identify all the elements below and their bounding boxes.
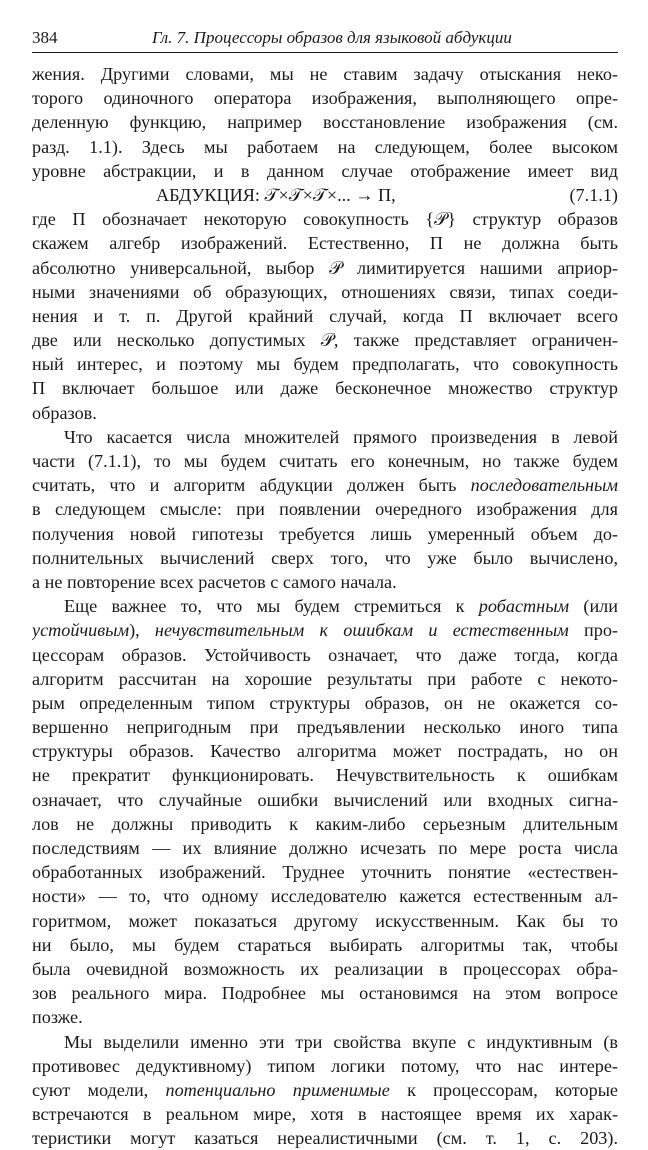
text-run: получения новой гипотезы требуется лишь умеренный объем до- [32, 523, 618, 544]
text-run: (или [569, 596, 618, 617]
text-line [32, 812, 618, 836]
text-line [32, 1102, 618, 1126]
text-run: в следующем смысле: при появлении очередного изображения для [32, 499, 618, 520]
emphasized-term: устойчивым [32, 620, 130, 641]
text-line [32, 425, 618, 449]
text-line [32, 667, 618, 691]
text-run: полнительных вычислений сверх того, что уже было вычислено, [32, 547, 618, 568]
text-run: рым определенным типом структуры образов, он не окажется со- [32, 692, 618, 713]
text-run: структуры образов. Качество алгоритма может пострадать, но он [32, 741, 618, 762]
text-run: а не повторение всех расчетов с самого начала. [32, 571, 397, 592]
text-run: Что касается числа множителей прямого произведения в левой [64, 426, 618, 447]
text-line [32, 715, 618, 739]
text-line [32, 401, 618, 425]
text-line [32, 836, 618, 860]
text-run: про- [568, 620, 618, 641]
text-line [32, 1126, 618, 1150]
text-run: две или несколько допустимых 𝒫, также представляет ограничен- [32, 330, 618, 351]
text-run: уровне абстракции, и в данном случае отображение имеет вид [32, 160, 618, 181]
emphasized-term: последовательным [470, 475, 618, 496]
text-run: ности» — то, что одному исследователю кажется естественным ал- [32, 886, 618, 907]
text-line [32, 304, 618, 328]
text-run: позже. [32, 1007, 83, 1028]
text-line [32, 957, 618, 981]
emphasized-term: нечувствительным к ошибкам и естественным [154, 620, 569, 641]
text-run: ный интерес, и поэтому мы будем предполагать, что совокупность [32, 354, 618, 375]
text-line [32, 135, 618, 159]
text-run: встречаются в реальном мире, хотя в настоящее время их харак- [32, 1104, 618, 1125]
text-line [32, 352, 618, 376]
text-line [32, 328, 618, 352]
text-run: обработанных изображений. Труднее уточнить понятие «естествен- [32, 862, 618, 883]
text-run: деленную функцию, например восстановление изображения (см. [32, 112, 618, 133]
text-line [32, 618, 618, 642]
text-run: считать, что и алгоритм абдукции должен быть [32, 475, 471, 496]
text-run: где П обозначает некоторую совокупность {𝒫} структур образов [32, 209, 618, 230]
text-line [32, 1005, 618, 1029]
text-line [32, 981, 618, 1005]
text-run: торого одиночного оператора изображения, выполняющего опре- [32, 88, 618, 109]
text-line [32, 376, 618, 400]
emphasized-term: потенциально применимые [165, 1079, 390, 1100]
text-run: теристики могут казаться нереалистичными (см. т. 1, с. 203). [32, 1128, 618, 1149]
text-run: абсолютно универсальной, выбор 𝒫 лимитируется нашими априор- [32, 257, 618, 278]
text-line [32, 546, 618, 570]
text-run: Еще важнее то, что мы будем стремиться к [64, 596, 479, 617]
text-line [32, 884, 618, 908]
text-line [32, 231, 618, 255]
text-line [32, 1054, 618, 1078]
text-run: противовес дедуктивному) типом логики потому, что нас интере- [32, 1055, 618, 1076]
equation-line [32, 183, 618, 207]
text-run: алгоритм рассчитан на хорошие результаты при работе с некото- [32, 668, 618, 689]
text-line [32, 522, 618, 546]
text-run: разд. 1.1). Здесь мы работаем на следующем, более высоком [32, 136, 618, 157]
text-line [32, 763, 618, 787]
text-line [32, 643, 618, 667]
text-line [32, 159, 618, 183]
text-run: нения и т. п. Другой крайний случай, когда П включает всего [32, 305, 618, 326]
text-run: ни было, мы будем стараться выбирать алгоритмы так, чтобы [32, 934, 618, 955]
text-run: П включает большое или даже бесконечное множество структур [32, 378, 618, 399]
text-line [32, 256, 618, 280]
text-run: горитмом, может показаться другому искусственным. Как бы то [32, 910, 618, 931]
text-line [32, 570, 618, 594]
text-line [32, 207, 618, 231]
text-run: части (7.1.1), то мы будем считать его конечным, но также будем [32, 451, 618, 471]
text-line [32, 909, 618, 933]
text-run: не прекратит функционировать. Нечувствительность к ошибкам [32, 765, 618, 786]
text-line [32, 1078, 618, 1102]
text-line [32, 594, 618, 618]
emphasized-term: робастным [478, 596, 570, 617]
text-run: Мы выделили именно эти три свойства вкупе с индуктивным (в [64, 1031, 618, 1052]
text-run: лов не должны приводить к каким-либо серьезным длительным [32, 813, 618, 834]
text-line [32, 739, 618, 763]
text-line [32, 497, 618, 521]
text-run: последствиям — их влияние должно исчезать по мере роста числа [32, 838, 618, 858]
text-run: вершенно непригодным при предъявлении несколько иного типа [32, 717, 618, 738]
text-line [32, 860, 618, 884]
text-run: образов. [32, 402, 97, 423]
text-line [32, 473, 618, 497]
text-line [32, 86, 618, 110]
text-line [32, 788, 618, 812]
text-line [32, 110, 618, 134]
text-run: зов реального мира. Подробнее мы остановимся на этом вопросе [32, 983, 618, 1004]
text-line [32, 933, 618, 957]
page-header [32, 26, 618, 53]
text-line [32, 691, 618, 715]
text-run: ными значениями об образующих, отношениях связи, типах соеди- [32, 281, 618, 302]
equation-number: (7.1.1) [569, 184, 618, 205]
text-run: ), [129, 620, 155, 641]
body-text [32, 62, 618, 1150]
text-run: скажем алгебр изображений. Естественно, П не должна быть [32, 233, 618, 254]
text-run: суют модели, [32, 1079, 166, 1100]
text-run: цессорам образов. Устойчивость означает, что даже тогда, когда [32, 644, 618, 665]
text-run: жения. Другими словами, мы не ставим задачу отыскания неко- [32, 64, 618, 84]
equation: АБДУКЦИЯ: 𝒯×𝒯×𝒯×... → П, [156, 184, 396, 205]
page-number: 384 [32, 28, 58, 47]
text-run: была очевидной возможность их реализации в процессорах обра- [32, 958, 618, 979]
text-line [32, 280, 618, 304]
text-line [32, 1030, 618, 1054]
running-title: Гл. 7. Процессоры образов для языковой абдукции [152, 28, 512, 47]
text-line [32, 449, 618, 473]
text-run: означает, что случайные ошибки вычислений или входных сигна- [32, 789, 618, 810]
text-run: к процессорам, которые [389, 1079, 618, 1100]
text-line [32, 62, 618, 86]
